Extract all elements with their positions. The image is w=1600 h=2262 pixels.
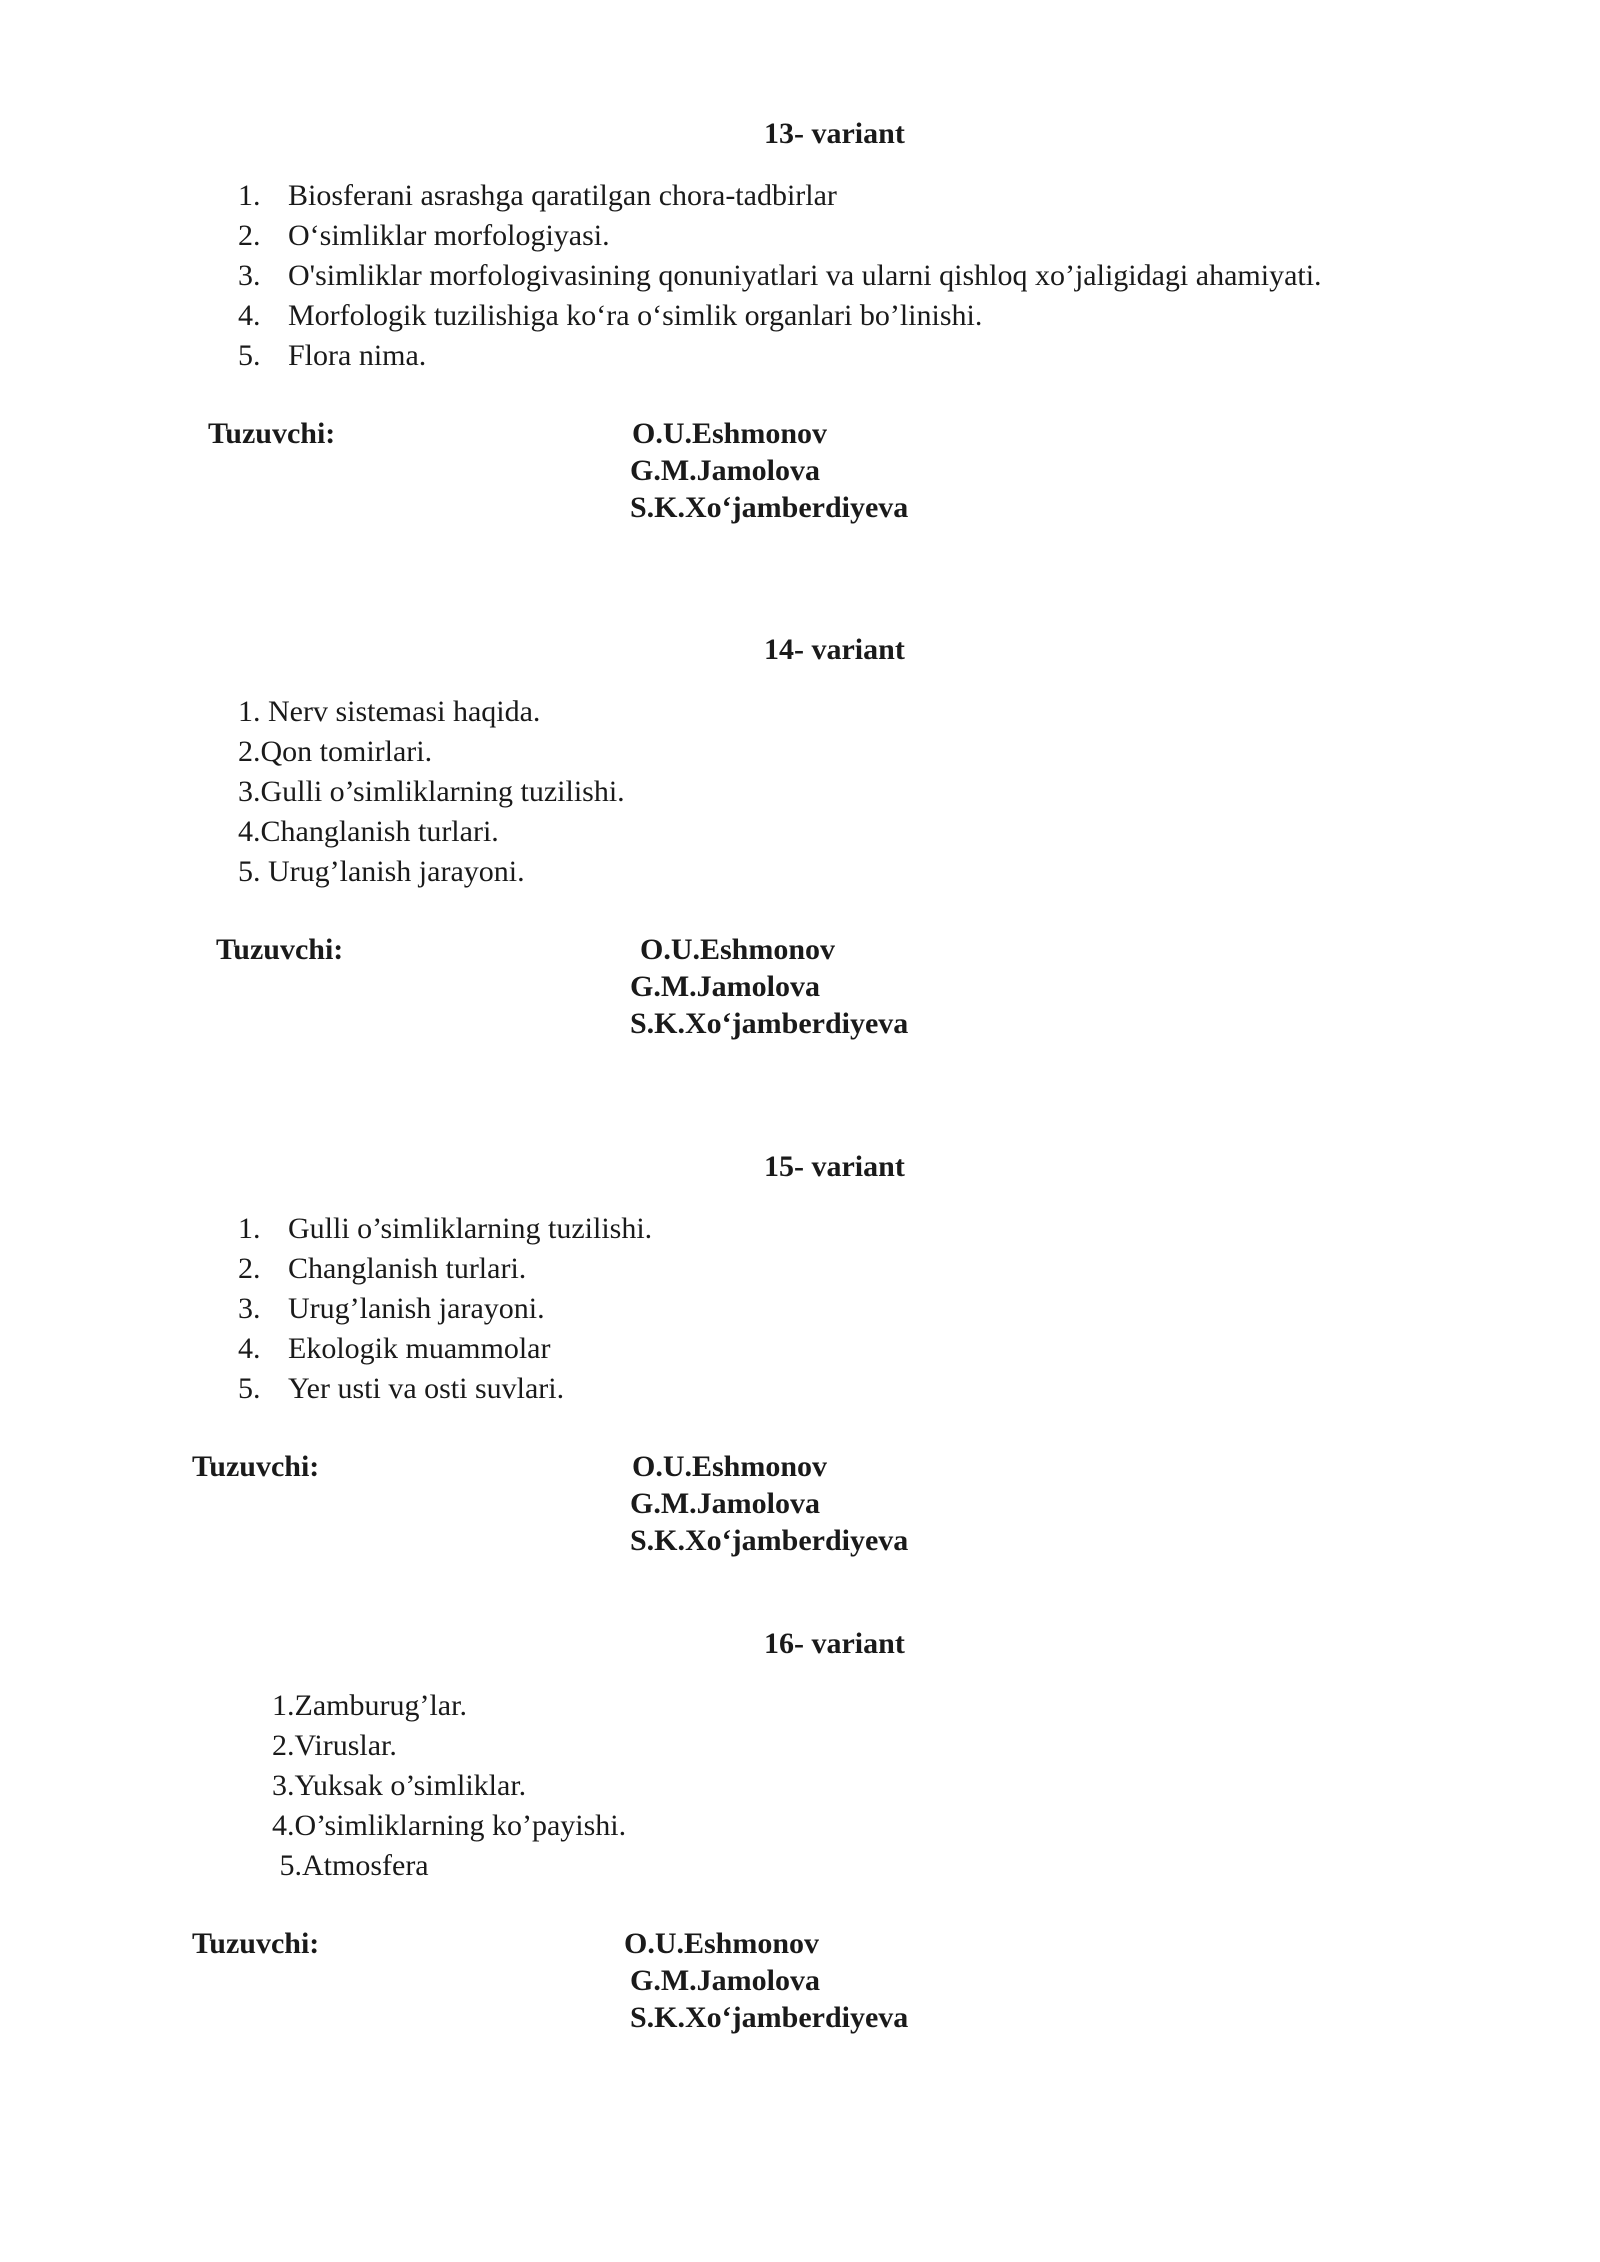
author-name: G.M.Jamolova xyxy=(630,970,820,1003)
question-item xyxy=(0,178,1600,218)
question-text: O'simliklar morfologivasining qonuniyatlari va ularni qishloq xo’jaligidagi ahamiyati. xyxy=(288,259,1322,292)
author-name: G.M.Jamolova xyxy=(630,1487,820,1520)
author-name: G.M.Jamolova xyxy=(630,454,820,487)
question-text: 2.Viruslar. xyxy=(272,1729,397,1762)
question-text: Flora nima. xyxy=(288,339,427,372)
author-name: S.K.Xo‘jamberdiyeva xyxy=(630,1524,909,1557)
question-item xyxy=(0,218,1600,258)
author-name: G.M.Jamolova xyxy=(630,1964,820,1997)
author-name: O.U.Eshmonov xyxy=(640,933,836,966)
author-role-label: Tuzuvchi: xyxy=(192,1450,320,1483)
question-item xyxy=(0,338,1600,378)
question-text: Changlanish turlari. xyxy=(288,1252,527,1285)
variant-title: 15- variant xyxy=(764,1150,905,1183)
author-role-label: Tuzuvchi: xyxy=(192,1927,320,1960)
variant-title: 13- variant xyxy=(764,117,905,150)
question-list xyxy=(0,694,1600,894)
question-item xyxy=(0,774,1600,814)
question-item xyxy=(0,1291,1600,1331)
question-item xyxy=(0,694,1600,734)
question-text: 5.Atmosfera xyxy=(272,1849,429,1882)
question-item xyxy=(0,1371,1600,1411)
question-number: 2. xyxy=(238,219,261,252)
question-text: Morfologik tuzilishiga ko‘ra o‘simlik organlari bo’linishi. xyxy=(288,299,983,332)
author-name: O.U.Eshmonov xyxy=(624,1927,820,1960)
question-text: Gulli o’simliklarning tuzilishi. xyxy=(288,1212,653,1245)
question-item xyxy=(0,854,1600,894)
question-item xyxy=(0,734,1600,774)
question-item xyxy=(0,258,1600,298)
question-number: 3. xyxy=(238,1292,261,1325)
author-name: S.K.Xo‘jamberdiyeva xyxy=(630,2001,909,2034)
question-number: 1. xyxy=(238,1212,261,1245)
author-name: S.K.Xo‘jamberdiyeva xyxy=(630,491,909,524)
question-item xyxy=(0,1251,1600,1291)
question-text: Ekologik muammolar xyxy=(288,1332,551,1365)
question-item xyxy=(0,1808,1600,1848)
question-item xyxy=(0,1768,1600,1808)
question-text: Yer usti va osti suvlari. xyxy=(288,1372,565,1405)
author-name: O.U.Eshmonov xyxy=(632,1450,828,1483)
question-number: 2. xyxy=(238,1252,261,1285)
question-text: Biosferani asrashga qaratilgan chora-tadbirlar xyxy=(288,179,837,212)
question-number: 3. xyxy=(238,259,261,292)
question-number: 4. xyxy=(238,1332,261,1365)
author-role-label: Tuzuvchi: xyxy=(208,417,336,450)
question-number: 4. xyxy=(238,299,261,332)
question-list xyxy=(0,1688,1600,1888)
author-name: S.K.Xo‘jamberdiyeva xyxy=(630,1007,909,1040)
question-text: 2.Qon tomirlari. xyxy=(238,735,433,768)
author-name: O.U.Eshmonov xyxy=(632,417,828,450)
question-list xyxy=(0,178,1600,378)
question-text: O‘simliklar morfologiyasi. xyxy=(288,219,610,252)
author-role-label: Tuzuvchi: xyxy=(216,933,344,966)
question-text: 5. Urug’lanish jarayoni. xyxy=(238,855,525,888)
question-text: 3.Yuksak o’simliklar. xyxy=(272,1769,527,1802)
question-text: 3.Gulli o’simliklarning tuzilishi. xyxy=(238,775,625,808)
variant-title: 16- variant xyxy=(764,1627,905,1660)
question-text: 4.O’simliklarning ko’payishi. xyxy=(272,1809,627,1842)
question-text: 4.Changlanish turlari. xyxy=(238,815,499,848)
question-number: 5. xyxy=(238,1372,261,1405)
question-text: 1. Nerv sistemasi haqida. xyxy=(238,695,541,728)
question-item xyxy=(0,1331,1600,1371)
question-item xyxy=(0,298,1600,338)
question-item xyxy=(0,1211,1600,1251)
question-item xyxy=(0,1848,1600,1888)
question-item xyxy=(0,814,1600,854)
question-text: Urug’lanish jarayoni. xyxy=(288,1292,545,1325)
question-list xyxy=(0,1211,1600,1411)
variant-title: 14- variant xyxy=(764,633,905,666)
question-number: 1. xyxy=(238,179,261,212)
question-number: 5. xyxy=(238,339,261,372)
question-item xyxy=(0,1688,1600,1728)
question-text: 1.Zamburug’lar. xyxy=(272,1689,467,1722)
question-item xyxy=(0,1728,1600,1768)
